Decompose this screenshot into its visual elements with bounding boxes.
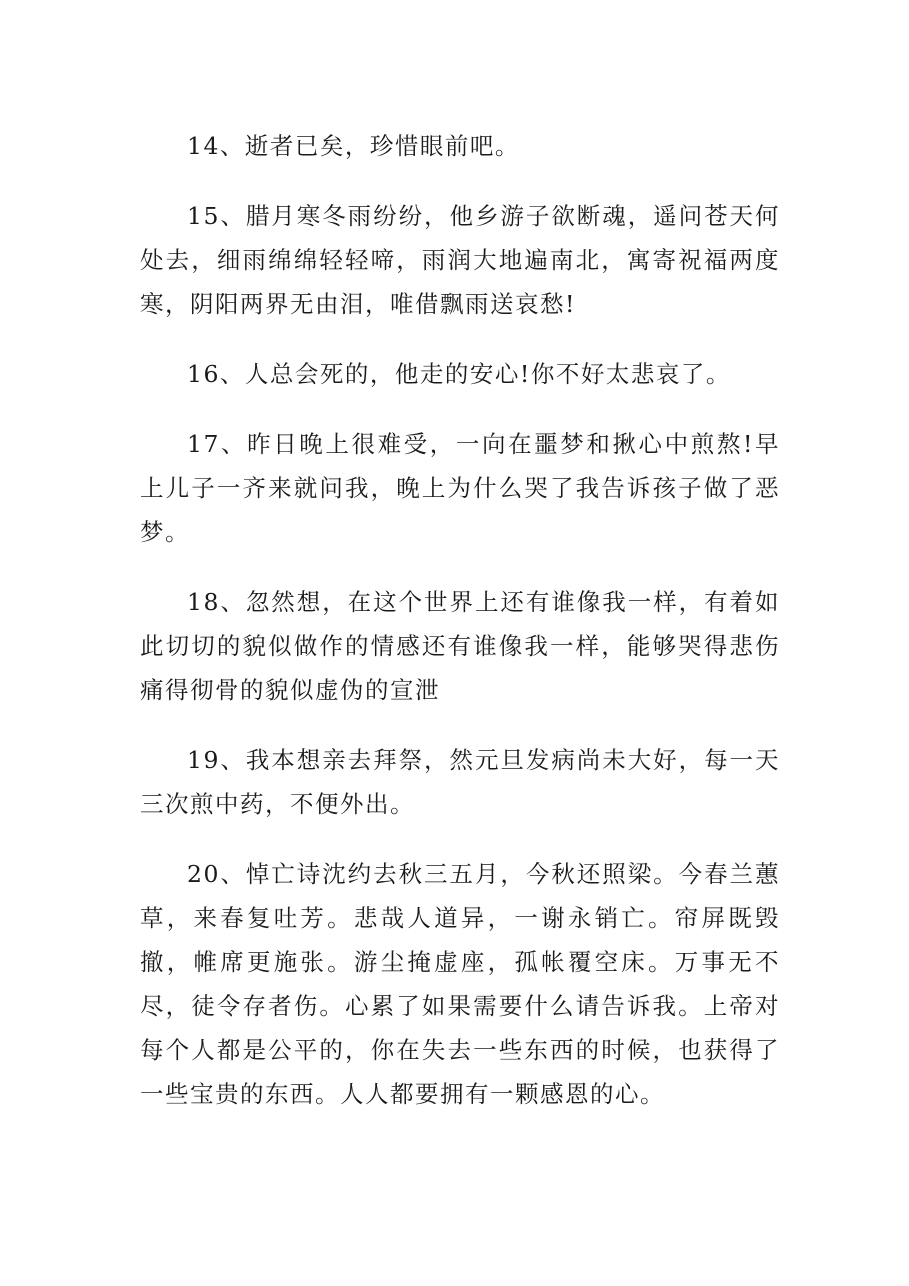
paragraph-18: 18、忽然想，在这个世界上还有谁像我一样，有着如此切切的貌似做作的情感还有谁像我一样，能够哭得悲伤痛得彻骨的貌似虚伪的宣泄	[140, 588, 780, 704]
paragraph-20: 20、悼亡诗沈约去秋三五月，今秋还照梁。今春兰蕙草，来春复吐芳。悲哉人道异，一谢永销亡。帘屏既毁撤，帷席更施张。游尘掩虚座，孤帐覆空床。万事无不尽，徒令存者伤。心累了如果需要什么请告诉我。上帝对每个人都是公平的，你在失去一些东西的时候，也获得了一些宝贵的东西。人人都要拥有一颗感恩的心。	[140, 860, 780, 1108]
paragraph-16: 16、人总会死的，他走的安心!你不好太悲哀了。	[187, 360, 731, 388]
document-body	[140, 124, 780, 1142]
paragraph-14: 14、逝者已矣，珍惜眼前吧。	[187, 132, 520, 160]
paragraph-15: 15、腊月寒冬雨纷纷，他乡游子欲断魂，遥问苍天何处去，细雨绵绵轻轻啼，雨润大地遍南北，寓寄祝福两度寒，阴阳两界无由泪，唯借飘雨送哀愁!	[140, 202, 780, 318]
paragraph-19: 19、我本想亲去拜祭，然元旦发病尚未大好，每一天三次煎中药，不便外出。	[140, 746, 780, 818]
paragraph-17: 17、昨日晚上很难受，一向在噩梦和揪心中煎熬!早上儿子一齐来就问我，晚上为什么哭了我告诉孩子做了恶梦。	[140, 430, 780, 546]
